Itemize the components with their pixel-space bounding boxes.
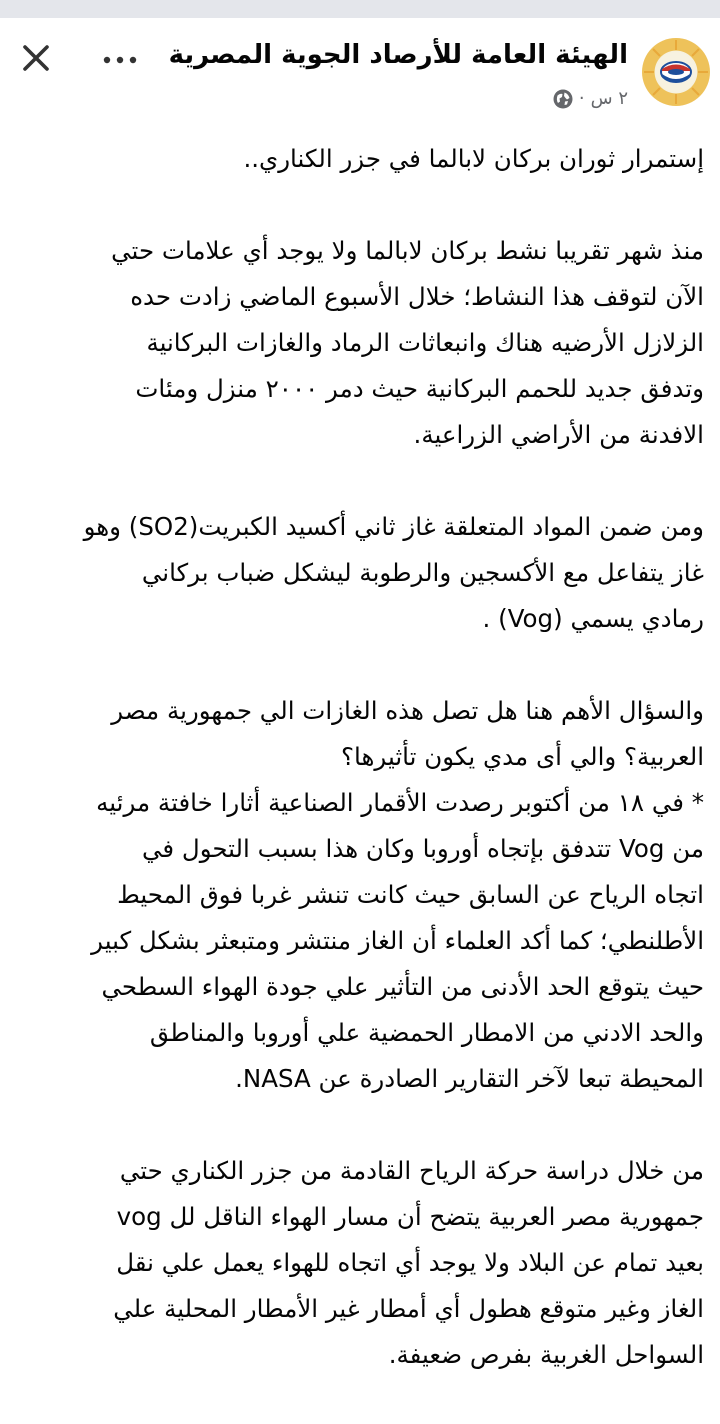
post-meta <box>553 88 628 109</box>
meteorology-authority-logo <box>642 38 710 106</box>
top-strip <box>0 0 720 18</box>
more-options-button[interactable] <box>96 42 144 78</box>
page-avatar[interactable] <box>642 38 710 106</box>
close-icon <box>22 44 50 72</box>
post-timestamp[interactable]: ٢ س <box>590 88 628 109</box>
more-horizontal-icon <box>102 55 138 65</box>
post-paragraph: ومن ضمن المواد المتعلقة غاز ثاني أكسيد الكبريت(SO2) وهو غاز يتفاعل مع الأكسجين والرطوبة ليشكل ضباب بركاني رمادي يسمي (Vog) . <box>83 512 704 633</box>
globe-icon <box>553 89 573 109</box>
post-body <box>40 136 704 1424</box>
post-paragraph: منذ شهر تقريبا نشط بركان لابالما ولا يوجد أي علامات حتي الآن لتوقف هذا النشاط؛ خلال الأسبوع الماضي زادت حده الزلازل الأرضيه هناك وانبعاثات الرماد والغازات البركانية وتدفق جديد للحمم البركانية حيث دمر ٢٠٠٠ منزل ومئات الافدنة من الأراضي الزراعية. <box>111 236 704 449</box>
post-header <box>0 18 720 130</box>
post-paragraph-headline: إستمرار ثوران بركان لابالما في جزر الكناري.. <box>243 144 704 173</box>
page-name[interactable]: الهيئة العامة للأرصاد الجوية المصرية <box>168 40 628 70</box>
hide-post-button[interactable] <box>14 36 58 80</box>
post-paragraph: والسؤال الأهم هنا هل تصل هذه الغازات الي جمهورية مصر العربية؟ والي أى مدي يكون تأثيرها؟ * في ١٨ من أكتوبر رصدت الأقمار الصناعية أثارا خافتة مرئيه من Vog تتدفق بإتجاه أوروبا وكان هذا بسبب التحول في اتجاه الرياح عن السابق حيث كانت تنشر غربا فوق المحيط الأطلنطي؛ كما أكد العلماء أن الغاز منتشر ومتبعثر بشكل كبير حيث يتوقع الحد الأدنى من التأثير علي جودة الهواء السطحي والحد الادني من الامطار الحمضية علي أوروبا والمناطق المحيطة تبعا لآخر التقارير الصادرة عن NASA. <box>91 696 704 1093</box>
meta-separator: · <box>578 88 585 109</box>
post-paragraph: من خلال دراسة حركة الرياح القادمة من جزر الكناري حتي جمهورية مصر العربية يتضح أن مسار الهواء الناقل لل vog بعيد تمام عن البلاد ولا يوجد أي اتجاه للهواء يعمل علي نقل الغاز وغير متوقع هطول أي أمطار غير الأمطار المحلية علي السواحل الغربية بفرص ضعيفة. <box>113 1156 704 1369</box>
